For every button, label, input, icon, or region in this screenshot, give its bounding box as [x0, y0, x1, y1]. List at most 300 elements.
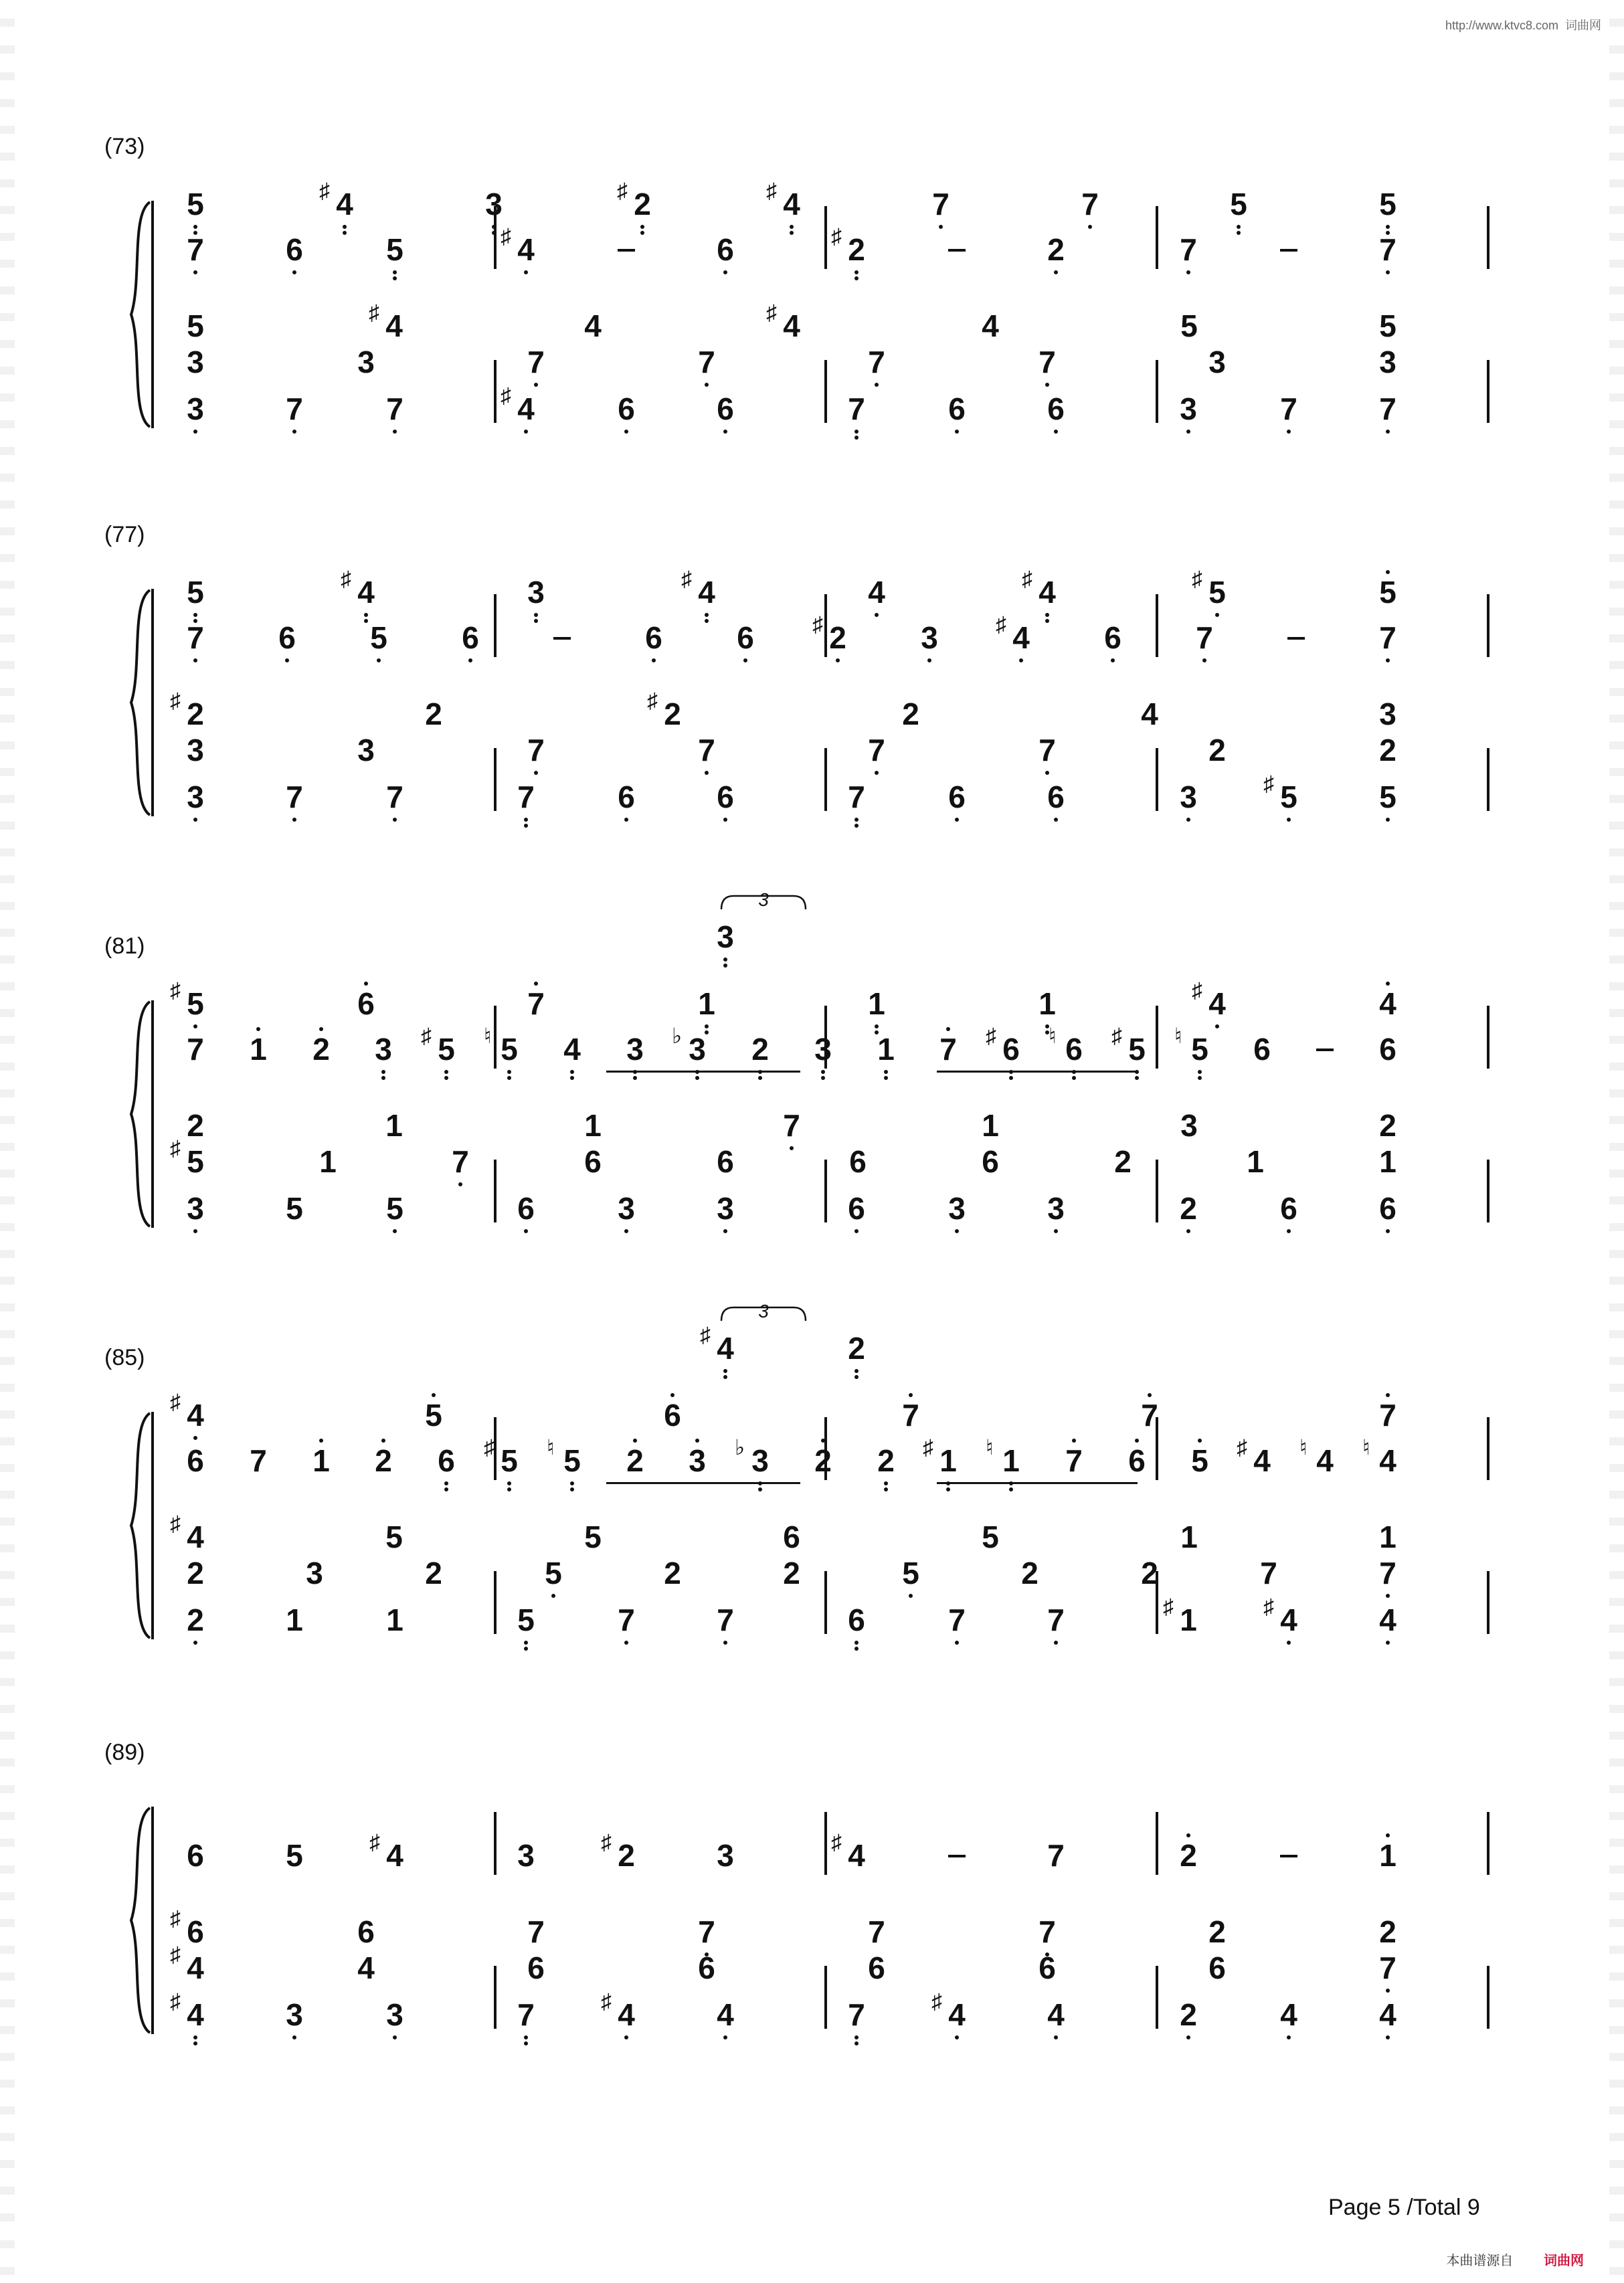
lower-bass-note-accidental: ♯ — [931, 1989, 942, 2013]
upper-top-note-digit: 4 — [357, 575, 375, 610]
lower-bass-note — [1263, 1590, 1302, 1670]
upper-main-note-digit: 1 — [939, 1443, 957, 1478]
lower-bass-note-accidental: ♯ — [1263, 1594, 1274, 1619]
upper-main-note-accidental: ♯ — [812, 612, 823, 636]
upper-main-note-accidental: ♮ — [1299, 1435, 1307, 1459]
lower-bass-note-accidental: ♯ — [170, 1989, 181, 2013]
upper-top-note — [1077, 174, 1103, 254]
lower-bass-note-octave-dot — [193, 1229, 197, 1233]
upper-main-note — [810, 1019, 836, 1099]
right-watermark-strip — [1609, 0, 1624, 2283]
upper-top-note-accidental: ♯ — [617, 179, 628, 203]
upper-main-note-octave-dot — [393, 270, 397, 274]
upper-top-note-digit: 4 — [1208, 986, 1226, 1021]
lower-bass-note-octave-dot — [1054, 1641, 1058, 1645]
upper-main-note-digit: 1 — [877, 1032, 895, 1067]
lower-bass-note — [1374, 379, 1401, 459]
lower-bass-note-digit: 7 — [618, 1603, 635, 1637]
upper-main-note-digit: 4 — [1379, 1443, 1396, 1478]
upper-main-note-rest-dash — [948, 1855, 966, 1857]
lower-bass-note — [513, 767, 539, 847]
lower-bass-note-octave-dot — [524, 2035, 528, 2039]
lower-stack2-note-digit: 6 — [1208, 1950, 1226, 1985]
upper-main-note-accidental: ♭ — [672, 1024, 683, 1048]
lower-bass-note — [1043, 767, 1069, 847]
upper-main-note — [1061, 1431, 1087, 1511]
lower-stack2-note-digit: 7 — [527, 345, 545, 379]
upper-main-note-octave-dot — [821, 1076, 825, 1080]
upper-main-note-digit: 3 — [517, 1838, 535, 1873]
upper-main-note — [996, 608, 1034, 688]
lower-stack2-note-digit: 3 — [1208, 345, 1226, 379]
upper-main-note — [986, 1431, 1024, 1511]
lower-stack3-note-digit: 6 — [187, 1914, 204, 1949]
upper-main-note-digit: 5 — [501, 1443, 518, 1478]
lower-stack2-note-digit: 1 — [1247, 1144, 1264, 1179]
upper-main-note-accidental: ♯ — [831, 1830, 842, 1854]
lower-bass-note — [1175, 379, 1202, 459]
upper-main-note-octave-dot — [836, 658, 840, 662]
lower-stack2-note-digit: 3 — [357, 345, 375, 379]
upper-main-note-digit: 6 — [278, 620, 296, 655]
upper-main-note — [433, 1431, 460, 1511]
lower-bass-note — [1374, 767, 1401, 847]
upper-top-note-digit: 1 — [1039, 986, 1056, 1021]
upper-main-note-digit: 5 — [386, 232, 403, 267]
upper-main-note — [370, 1431, 397, 1511]
lower-bass-note — [381, 1178, 408, 1259]
lower-bass-note-octave-dot — [193, 2041, 197, 2045]
upper-high-note-octave-dot — [723, 1369, 727, 1373]
upper-main-note — [873, 1019, 899, 1099]
lower-bass-note-octave-dot — [1386, 430, 1390, 434]
lower-bass-note-octave-dot — [292, 2035, 296, 2039]
upper-main-note-accidental: ♮ — [1174, 1024, 1182, 1048]
lower-bass-note — [843, 1178, 870, 1259]
upper-top-note — [1022, 562, 1061, 642]
lower-bass-note-digit: 3 — [187, 391, 204, 426]
lower-stack2-note — [447, 1131, 474, 1212]
lower-bass-note-digit: 5 — [286, 1191, 303, 1226]
upper-main-note — [640, 608, 667, 688]
lower-bass-note — [1275, 1178, 1302, 1259]
upper-main-note-digit: 7 — [1379, 232, 1396, 267]
lower-bass-note — [281, 379, 308, 459]
lower-bass-note-digit: 6 — [948, 391, 966, 426]
lower-bass-note-digit: 3 — [1180, 780, 1197, 814]
upper-main-note — [1374, 1825, 1401, 1906]
grand-staff-brace — [127, 589, 154, 816]
lower-bass-note-digit: 7 — [286, 780, 303, 814]
upper-top-note-accidental: ♯ — [681, 567, 692, 591]
lower-stack3-note-digit: 7 — [698, 1914, 715, 1949]
upper-main-note — [245, 1431, 272, 1511]
barline-lower — [1156, 1966, 1158, 2029]
upper-main-note-digit: 7 — [187, 1032, 204, 1067]
upper-main-note — [923, 1431, 962, 1511]
upper-main-note-digit: 6 — [1253, 1032, 1271, 1067]
upper-top-note-octave-dot — [1045, 619, 1049, 623]
upper-main-note-digit: 2 — [1180, 1838, 1197, 1873]
lower-bass-note-digit: 1 — [386, 1603, 403, 1637]
upper-main-note-octave-dot — [319, 1027, 323, 1031]
upper-main-note-accidental: ♯ — [996, 612, 1006, 636]
upper-main-note — [484, 1431, 523, 1511]
lower-bass-note-octave-dot — [1186, 818, 1190, 822]
upper-main-note-rest-dash — [1280, 1855, 1297, 1857]
lower-bass-note — [712, 379, 739, 459]
lower-stack2-note-octave-dot — [551, 1594, 555, 1598]
upper-main-note-octave-dot — [1202, 658, 1206, 662]
upper-main-note — [712, 219, 739, 300]
upper-top-note-octave-dot — [1237, 225, 1241, 229]
upper-main-note-accidental: ♭ — [735, 1435, 745, 1459]
upper-top-note-octave-dot — [343, 231, 347, 235]
lower-bass-note — [513, 1985, 539, 2065]
lower-stack2-note — [1204, 720, 1231, 800]
upper-main-note-digit: 4 — [1012, 620, 1030, 655]
upper-main-note-digit: 4 — [1316, 1443, 1334, 1478]
upper-top-note-octave-dot — [1386, 982, 1390, 986]
lower-bass-note-octave-dot — [524, 1641, 528, 1645]
footer-source — [1446, 2250, 1584, 2269]
upper-main-note — [365, 608, 392, 688]
barline-lower — [824, 748, 827, 811]
upper-top-note-accidental: ♯ — [170, 1390, 181, 1414]
upper-top-note-digit: 5 — [1230, 187, 1247, 221]
upper-top-note-octave-dot — [1237, 231, 1241, 235]
upper-main-note-digit: 7 — [187, 232, 204, 267]
barline-lower — [824, 360, 827, 423]
upper-main-note-octave-dot — [695, 1076, 699, 1080]
upper-main-note-digit: 1 — [250, 1032, 267, 1067]
upper-main-note — [622, 1019, 648, 1099]
barline-lower — [1487, 748, 1490, 811]
upper-main-note-digit: 3 — [689, 1443, 706, 1478]
lower-stack2-note-digit: 7 — [698, 733, 715, 767]
lower-bass-note-octave-dot — [955, 1229, 959, 1233]
upper-high-note-octave-dot — [854, 1369, 859, 1373]
upper-top-note-octave-dot — [492, 231, 496, 235]
lower-bass-note-octave-dot — [723, 2035, 727, 2039]
lower-bass-note-octave-dot — [955, 1641, 959, 1645]
upper-main-note — [810, 1431, 836, 1511]
upper-main-note-octave-dot — [821, 1070, 825, 1074]
lower-bass-note-octave-dot — [854, 1229, 859, 1233]
barline-upper — [1156, 1812, 1158, 1875]
triplet-bracket — [720, 889, 807, 911]
lower-stack2-note-octave-dot — [458, 1182, 462, 1186]
lower-bass-note-octave-dot — [193, 1641, 197, 1645]
lower-stack2-note — [353, 1938, 379, 2018]
lower-stack2-note-digit: 7 — [1379, 1556, 1396, 1590]
lower-stack2-note-digit: 6 — [849, 1144, 867, 1179]
lower-stack2-note-digit: 3 — [306, 1556, 323, 1590]
lower-bass-note-octave-dot — [624, 2035, 628, 2039]
upper-top-note-octave-dot — [343, 225, 347, 229]
lower-bass-note-octave-dot — [1186, 1229, 1190, 1233]
lower-bass-note-octave-dot — [723, 818, 727, 822]
lower-stack3-note — [977, 296, 1004, 376]
upper-main-note — [370, 1019, 397, 1099]
upper-main-note-octave-dot — [821, 1439, 825, 1443]
upper-top-note-digit: 6 — [664, 1398, 681, 1433]
lower-bass-note-octave-dot — [854, 824, 859, 828]
lower-bass-note-digit: 6 — [848, 1603, 865, 1637]
barline-lower — [1487, 1571, 1490, 1634]
upper-main-note-accidental: ♯ — [986, 1024, 996, 1048]
upper-top-note-digit: 1 — [868, 986, 885, 1021]
lower-bass-note-octave-dot — [955, 818, 959, 822]
lower-stack3-note-digit: 5 — [584, 1520, 602, 1554]
upper-main-note-octave-dot — [758, 1487, 762, 1491]
upper-main-note-digit: 6 — [286, 232, 303, 267]
lower-bass-note — [182, 379, 209, 459]
grand-staff-brace — [127, 1412, 154, 1639]
upper-top-note-accidental: ♯ — [1192, 978, 1202, 1002]
lower-stack2-note-digit: 1 — [319, 1144, 337, 1179]
upper-top-note-digit: 7 — [902, 1398, 919, 1433]
upper-main-note-digit: 6 — [645, 620, 662, 655]
upper-top-note — [681, 562, 720, 642]
upper-main-note-octave-dot — [1009, 1487, 1013, 1491]
lower-bass-note-accidental: ♯ — [501, 383, 511, 407]
upper-main-note — [1123, 1431, 1150, 1511]
upper-main-note-digit: 1 — [1379, 1838, 1396, 1873]
lower-bass-note-octave-dot — [624, 430, 628, 434]
lower-bass-note-octave-dot — [854, 436, 859, 440]
upper-main-note — [831, 1825, 870, 1906]
upper-main-note-digit: 5 — [1191, 1443, 1208, 1478]
upper-main-note-octave-dot — [1386, 658, 1390, 662]
lower-stack2-note — [1204, 1938, 1231, 2018]
upper-main-note — [831, 219, 870, 300]
lower-stack2-note-digit: 7 — [1039, 345, 1056, 379]
lower-bass-note — [613, 767, 640, 847]
lower-bass-note — [513, 1178, 539, 1259]
upper-main-note — [559, 1019, 585, 1099]
upper-main-note-octave-dot — [884, 1481, 888, 1485]
upper-main-note-digit: 6 — [1065, 1032, 1083, 1067]
lower-stack3-note-digit: 6 — [357, 1914, 375, 1949]
lower-bass-note-digit: 6 — [848, 1191, 865, 1226]
lower-stack2-note-digit: 3 — [357, 733, 375, 767]
lower-bass-note — [182, 767, 209, 847]
upper-main-note-octave-dot — [381, 1439, 385, 1443]
lower-bass-note — [1175, 1178, 1202, 1259]
lower-bass-note-digit: 4 — [717, 1997, 734, 2032]
lower-stack3-note-accidental: ♯ — [170, 689, 181, 713]
upper-main-note-digit: 1 — [312, 1443, 330, 1478]
upper-high-note-octave-dot — [854, 1375, 859, 1379]
lower-bass-note-digit: 4 — [1280, 1603, 1297, 1637]
lower-stack3-note — [1136, 684, 1163, 764]
lower-bass-note — [281, 767, 308, 847]
upper-main-note-digit: 3 — [375, 1032, 392, 1067]
upper-high-note-octave-dot — [723, 957, 727, 962]
lower-bass-note — [712, 767, 739, 847]
upper-main-note-octave-dot — [884, 1070, 888, 1074]
upper-main-note — [281, 219, 308, 300]
lower-stack2-note-octave-dot — [705, 771, 709, 775]
lower-bass-note-octave-dot — [524, 824, 528, 828]
lower-stack3-note-digit: 7 — [527, 1914, 545, 1949]
lower-stack2-note — [353, 720, 379, 800]
upper-top-note-digit: 4 — [783, 187, 800, 221]
lower-bass-note-octave-dot — [624, 1229, 628, 1233]
lower-stack2-note-digit: 2 — [1114, 1144, 1132, 1179]
upper-main-note-digit: 3 — [814, 1032, 832, 1067]
upper-main-note-digit: 5 — [1191, 1032, 1208, 1067]
lower-bass-note-accidental: ♯ — [1263, 771, 1274, 796]
lower-stack3-note-digit: 2 — [1208, 1914, 1226, 1949]
upper-main-note-octave-dot — [1019, 658, 1023, 662]
upper-main-note — [182, 1431, 209, 1511]
upper-main-note-octave-dot — [884, 1487, 888, 1491]
upper-main-note-octave-dot — [1198, 1439, 1202, 1443]
upper-top-note-digit: 5 — [187, 575, 204, 610]
upper-top-note-octave-dot — [875, 613, 879, 617]
upper-main-note-accidental: ♯ — [831, 224, 842, 248]
lower-stack2-note-digit: 7 — [1379, 1950, 1396, 1985]
lower-bass-note — [843, 767, 870, 847]
lower-stack2-note-digit: 6 — [698, 1950, 715, 1985]
lower-stack3-note-digit: 2 — [1379, 1914, 1396, 1949]
upper-main-note-octave-dot — [946, 1027, 950, 1031]
upper-main-note-octave-dot — [285, 658, 289, 662]
upper-top-note — [927, 174, 954, 254]
lower-stack3-note-digit: 5 — [982, 1520, 999, 1554]
lower-bass-note — [943, 1178, 970, 1259]
lower-stack2-note-digit: 7 — [868, 733, 885, 767]
lower-stack2-note-digit: 6 — [717, 1144, 734, 1179]
lower-stack3-note-digit: 5 — [385, 1520, 403, 1554]
upper-main-note — [1374, 608, 1401, 688]
upper-main-note — [732, 608, 759, 688]
lower-stack3-note — [420, 684, 447, 764]
lower-stack2-note-digit: 4 — [187, 1950, 204, 1985]
lower-stack3-note — [369, 296, 408, 376]
upper-main-note-rest-dash — [1280, 249, 1297, 252]
lower-bass-note-digit: 2 — [187, 1603, 204, 1637]
lower-stack3-note-digit: 7 — [868, 1914, 885, 1949]
lower-bass-note-digit: 6 — [618, 780, 635, 814]
upper-top-note-digit: 3 — [527, 575, 545, 610]
upper-top-note-octave-dot — [640, 225, 644, 229]
upper-top-note-accidental: ♯ — [170, 978, 181, 1002]
upper-main-note-octave-dot — [507, 1076, 511, 1080]
upper-top-note — [659, 1385, 686, 1465]
upper-main-note-accidental: ♯ — [1111, 1024, 1122, 1048]
lower-bass-note-octave-dot — [1386, 2035, 1390, 2039]
lower-bass-note-digit: 7 — [386, 780, 403, 814]
upper-main-note-accidental: ♮ — [1362, 1435, 1370, 1459]
upper-top-note-digit: 5 — [187, 187, 204, 221]
barline-lower — [1487, 1160, 1490, 1222]
lower-stack3-note-digit: 1 — [1180, 1520, 1198, 1554]
upper-top-note-digit: 5 — [1379, 187, 1396, 221]
lower-stack2-note-digit: 7 — [1039, 733, 1056, 767]
upper-main-note-octave-dot — [927, 658, 931, 662]
lower-stack3-note-digit: 1 — [1379, 1520, 1396, 1554]
lower-bass-note-octave-dot — [1287, 818, 1291, 822]
upper-high-note — [700, 1318, 739, 1398]
lower-bass-note-octave-dot — [193, 818, 197, 822]
lower-bass-note-octave-dot — [524, 1647, 528, 1651]
lower-bass-note-accidental: ♯ — [1163, 1594, 1174, 1619]
lower-stack3-note-digit: 7 — [1039, 1914, 1056, 1949]
lower-stack2-note — [579, 1131, 606, 1212]
upper-top-note-octave-dot — [364, 982, 368, 986]
lower-bass-note — [943, 1590, 970, 1670]
upper-top-note-digit: 4 — [698, 575, 715, 610]
beam-line — [606, 1071, 800, 1073]
lower-stack3-note-digit: 2 — [187, 1108, 204, 1143]
barline-lower — [494, 1160, 497, 1222]
upper-main-note-digit: 7 — [187, 620, 204, 655]
upper-main-note-octave-dot — [444, 1487, 448, 1491]
measure-number: (81) — [104, 933, 145, 959]
lower-stack2-note-digit: 7 — [868, 345, 885, 379]
lower-stack2-note-digit: 6 — [584, 1144, 602, 1179]
lower-bass-note-octave-dot — [854, 1641, 859, 1645]
upper-main-note-digit: 6 — [438, 1443, 455, 1478]
grand-staff-brace — [127, 201, 154, 428]
upper-main-note — [1043, 219, 1069, 300]
system-start-line — [151, 1807, 154, 2034]
lower-stack2-note-digit: 2 — [425, 1556, 442, 1590]
lower-bass-note-digit: 7 — [386, 391, 403, 426]
lower-bass-note-digit: 6 — [717, 780, 734, 814]
upper-main-note-digit: 7 — [1180, 232, 1197, 267]
lower-stack3-note-accidental: ♯ — [766, 300, 777, 325]
lower-stack3-note-digit: 5 — [1180, 308, 1198, 343]
lower-bass-note-digit: 3 — [1180, 391, 1197, 426]
lower-bass-note — [381, 767, 408, 847]
lower-bass-note-digit: 4 — [1379, 1603, 1396, 1637]
lower-stack2-note-digit: 6 — [1039, 1950, 1056, 1985]
lower-stack2-note-digit: 3 — [187, 345, 204, 379]
lower-stack3-note-digit: 7 — [783, 1108, 800, 1143]
lower-stack3-note-digit: 2 — [187, 697, 204, 731]
page-indicator: Page 5 /Total 9 — [1328, 2195, 1480, 2220]
system-start-line — [151, 1000, 154, 1228]
lower-bass-note-digit: 4 — [1047, 1997, 1065, 2032]
upper-main-note — [547, 1431, 585, 1511]
lower-bass-note — [281, 1590, 308, 1670]
lower-bass-note-octave-dot — [723, 1229, 727, 1233]
upper-main-note-digit: 1 — [1002, 1443, 1020, 1478]
upper-high-note-digit: 2 — [848, 1331, 865, 1366]
lower-bass-note-octave-dot — [1054, 1229, 1058, 1233]
upper-main-note-digit: 3 — [626, 1032, 644, 1067]
upper-main-note-octave-dot — [468, 658, 472, 662]
upper-top-note-digit: 3 — [485, 187, 503, 221]
upper-main-note-digit: 6 — [187, 1443, 204, 1478]
lower-bass-note-octave-dot — [1186, 2035, 1190, 2039]
upper-top-note-digit: 5 — [425, 1398, 442, 1433]
lower-bass-note-octave-dot — [292, 818, 296, 822]
upper-main-note — [1362, 1431, 1401, 1511]
upper-main-note-digit: 2 — [751, 1032, 769, 1067]
lower-bass-note-digit: 1 — [1180, 1603, 1197, 1637]
upper-main-note — [182, 1019, 209, 1099]
lower-stack2-note-octave-dot — [875, 771, 879, 775]
upper-main-note-octave-dot — [1198, 1076, 1202, 1080]
lower-bass-note-digit: 4 — [1280, 1997, 1297, 2032]
upper-top-note-digit: 4 — [1379, 986, 1396, 1021]
lower-bass-note-octave-dot — [1287, 1641, 1291, 1645]
